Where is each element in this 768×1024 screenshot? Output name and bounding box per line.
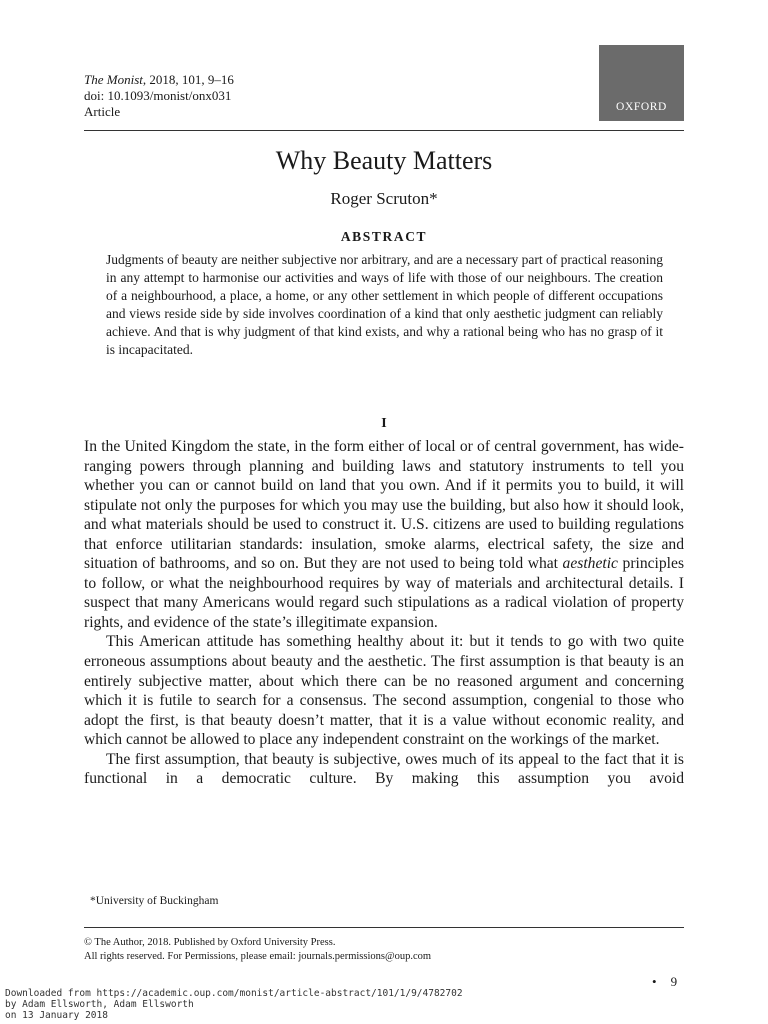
journal-name: The Monist <box>84 72 143 87</box>
page-marker: • <box>652 974 657 989</box>
page-number-value: 9 <box>670 974 678 989</box>
download-line-3: on 13 January 2018 <box>5 1010 108 1021</box>
paragraph-2: This American attitude has something healthy about it: but it tends to go with two quite erroneous assumptions about beauty and the aesthetic. The first assumption is that beauty is an entirely subjective matter, about which there can be no reasoned argument and concerning which it is futile to search for a consensus. The second assumption, congenial to those who adopt the first, is that beauty doesn’t matter, that it is a value without economic reality, and which cannot be allowed to place any independent constraint on the workings of the market. <box>84 633 684 749</box>
download-watermark <box>5 988 463 1021</box>
abstract-text: Judgments of beauty are neither subjective nor arbitrary, and are a necessary part of practical reasoning in any attempt to harmonise our activities and ways of life with those of our neighbours. The creation of a neighbourhood, a place, a home, or any other settlement in which people of different occupations and views reside side by side involves coordination of a kind that only aesthetic judgment can reliably achieve. And that is why judgment of that kind exists, and why a rational being who has no grasp of it is incapacitated. <box>106 252 663 357</box>
publisher-logo-text: OXFORD <box>616 101 667 113</box>
doi: doi: 10.1093/monist/onx031 <box>84 88 232 103</box>
download-line-2: by Adam Ellsworth, Adam Ellsworth <box>5 999 194 1010</box>
page-number <box>652 974 677 990</box>
article-type: Article <box>84 104 121 119</box>
journal-citation <box>84 72 234 120</box>
journal-line <box>84 72 234 88</box>
copyright-line-1: © The Author, 2018. Published by Oxford University Press. <box>84 937 336 948</box>
publisher-logo <box>599 45 684 121</box>
copyright-line-2: All rights reserved. For Permissions, please email: journals.permissions@oup.com <box>84 951 432 962</box>
section-heading: I <box>381 416 387 431</box>
paragraph-1-start: In the United Kingdom the state, in the form either of local or of central government, has wide-ranging powers through planning and building laws and statutory instruments to tell you whether you can or cannot build on land that you own. And if it permits you to build, it will stipulate not only the purposes for which you may use the building, but also how it should look, and what materials should be used to construct it. U.S. citizens are used to building regulations that enforce utilitarian standards: insulation, smoke alarms, electrical safety, the size and situation of bathrooms, and so on. But they are not used to being told what <box>84 438 684 573</box>
journal-details: , 2018, 101, 9–16 <box>142 72 234 87</box>
article-body <box>84 437 684 789</box>
article-title: Why Beauty Matters <box>275 146 493 175</box>
paragraph-1 <box>84 437 684 632</box>
header-rule <box>84 130 684 131</box>
paragraph-3: The first assumption, that beauty is subjective, owes much of its appeal to the fact that it is functional in a democratic culture. By making this assumption you avoid <box>84 750 684 788</box>
article-author: Roger Scruton* <box>330 189 438 208</box>
footnote: *University of Buckingham <box>90 895 219 907</box>
copyright-notice <box>84 936 431 964</box>
download-line-1: Downloaded from https://academic.oup.com/monist/article-abstract/101/1/9/4782702 <box>5 988 463 999</box>
paragraph-1-emphasis: aesthetic <box>562 555 618 573</box>
abstract-heading: ABSTRACT <box>340 229 428 244</box>
paragraph-1-end: principles to follow, or what the neighbourhood requires by way of materials and architectural details. I suspect that many Americans would regard such stipulations as a radical violation of property rights, and evidence of the state’s illegitimate expansion. <box>84 555 685 631</box>
footer-rule <box>84 927 684 928</box>
